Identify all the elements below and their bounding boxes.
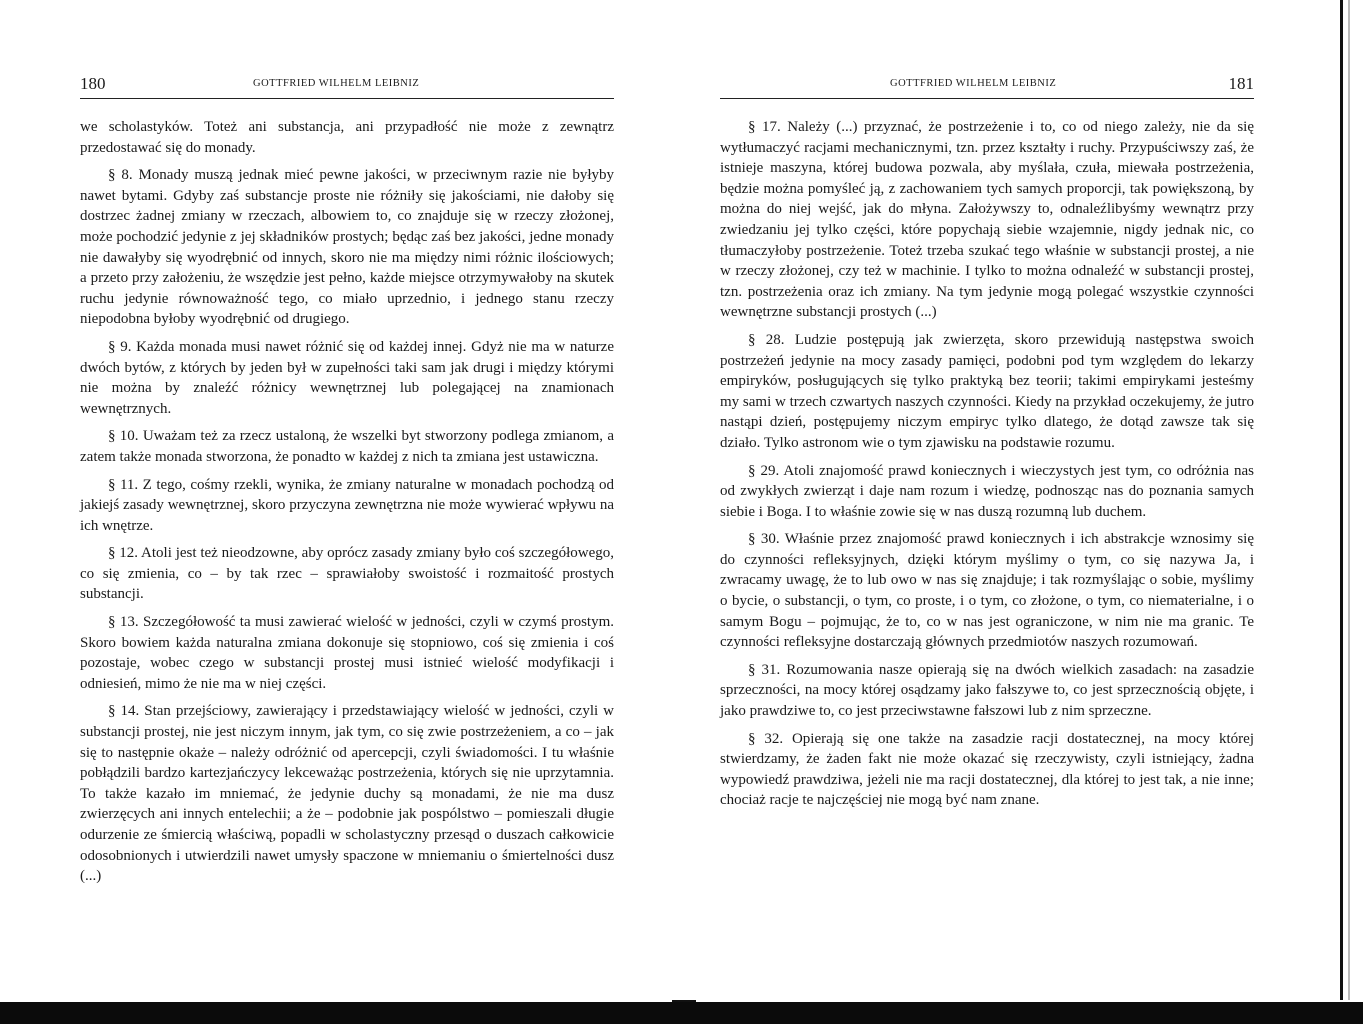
paragraph-s32: § 32. Opierają się one także na zasadzie racji dostatecznej, na mocy której stwierdzamy, że żaden fakt nie może okazać się rzeczywisty, czyli istniejący, żadna wypowiedź prawdziwa, jeżeli nie ma racji dostatecznej, dla której to jest tak, a nie inne; chociaż racje te najczęściej nie mogą być nam znane. [720,730,1254,809]
left-page-body [80,117,614,894]
paragraph-s14: § 14. Stan przejściowy, zawierający i przedstawiający wielość w jedności, czyli w substancji prostej, nie jest niczym innym, jak tym, co się zwie postrzeżeniem, a co – jak się to następnie okaże – należy odróżnić od apercepcji, czyli świadomości. I tu właśnie pobłądzili bardzo kartezjańczycy lekceważąc postrzeżenia, których się nie uprzytamnia. To także kazało im mniemać, że jedynie duchy są monadami, że nie ma dusz zwierzęcych ani innych entelechii; a że – podobnie jak pospólstwo – pomieszali długie odurzenie ze śmiercią właściwą, popadli w scholastyczny przesąd o duszach całkowicie odosobnionych i utwierdzili nawet umysły spaczone w mniemaniu o śmiertelności dusz (...) [80,703,614,885]
left-page-header [80,74,614,99]
paragraph-s11: § 11. Z tego, cośmy rzekli, wynika, że zmiany naturalne w monadach pochodzą od jakiejś zasady wewnętrznej, skoro przyczyna zewnętrzna nie może wywierać wpływu na ich wnętrze. [80,476,614,534]
right-running-head: GOTTFRIED WILHELM LEIBNIZ [890,78,1057,89]
right-page [680,0,1363,1000]
paragraph-s31: § 31. Rozumowania nasze opierają się na dwóch wielkich zasadach: na zasadzie sprzeczności, na mocy której osądzamy jako fałszywe to, co jest sprzecznością objęte, i jako prawdziwe to, co jest przeciwstawne fałszowi lub z nim sprzeczne. [720,661,1254,720]
paragraph-s8: § 8. Monady muszą jednak mieć pewne jakości, w przeciwnym razie nie byłyby nawet bytami. Gdyby zaś substancje proste nie różniły się jakościami, nie dałoby się dostrzec żadnej zmiany w rzeczach, albowiem to, co znajduje się w rzeczy złożonej, może pochodzić jedynie z jej składników prostych; będąc zaś bez jakości, jedne monady nie dawałyby się wyodrębnić od innych, skoro nie ma między nimi różnic ilościowych; a przeto przy założeniu, że wszędzie jest pełno, każde miejsce otrzymywałoby na skutek ruchu jedynie równoważność tego, co miało uprzednio, i jednego stanu rzeczy niepodobna byłoby wyodrębnić od drugiego. [80,167,614,328]
scan-edge-shadow [1340,0,1343,1000]
paragraph-s29: § 29. Atoli znajomość prawd koniecznych i wieczystych jest tym, co odróżnia nas od zwykłych zwierząt i daje nam rozum i wiedzę, podnosząc nas do poznania samych siebie i Boga. I to właśnie zowie się w nas duszą rozumną lub duchem. [720,462,1254,520]
paragraph-s30: § 30. Właśnie przez znajomość prawd koniecznych i ich abstrakcje wznosimy się do czynności refleksyjnych, dzięki którym myślimy o tym, co się nazywa Ja, i zwracamy uwagę, że to lub owo w nas się znajduje; i tak rozmyślając o sobie, myślimy o bycie, o substancji, o tym, co proste, i o tym, co złożone, o tym, co niematerialne, i o samym Bogu – pojmując, że to, co w nas jest ograniczone, w nim nie ma granic. Te czynności refleksyjne dostarczają głównych przedmiotów naszych rozumowań. [720,531,1254,651]
scan-bottom-border [0,1002,1363,1024]
left-page [0,0,680,1000]
right-page-body [720,117,1254,818]
paragraph-s17: § 17. Należy (...) przyznać, że postrzeżenie i to, co od niego zależy, nie da się wytłumaczyć racjami mechanicznymi, tzn. przez kształty i ruchy. Przypuściwszy zaś, że istnieje maszyna, której budowa pozwala, aby myślała, czuła, miewała postrzeżenia, będzie można pomyśleć ją, z zachowaniem tych samych proporcji, tak powiększoną, by można do niej wejść, jak do młyna. Założywszy to, odnaleźlibyśmy wewnątrz przy zwiedzaniu jej tylko części, które popychają siebie wzajemnie, nigdy jednak nic, co tłumaczyłoby postrzeżenie. Toteż trzeba szukać tego właśnie w substancji prostej, a nie w rzeczy złożonej, czy też w machinie. I tylko to można odnaleźć w substancji prostej, tzn. postrzeżenia oraz ich zmiany. Na tym jedynie mogą polegać wszystkie czynności wewnętrzne substancji prostych (...) [720,119,1254,321]
paragraph-s28: § 28. Ludzie postępują jak zwierzęta, skoro przewidują następstwa swoich postrzeżeń jedynie na mocy zasady pamięci, podobni pod tym względem do lekarzy empiryków, posługujących się tylko praktyką bez teorii; takimi empirykami jesteśmy my sami w trzech czwartych naszych czynności. Kiedy na przykład oczekujemy, że jutro nastąpi dzień, postępujemy niczym empiryc tylko dlatego, że dotąd zawsze tak się działo. Tylko astronom wie o tym zjawisku na podstawie rozumu. [720,331,1254,451]
right-page-number: 181 [1228,74,1254,93]
paragraph: we scholastyków. Toteż ani substancja, ani przypadłość nie może z zewnątrz przedostawać się do monady. [80,119,614,156]
paragraph-s10: § 10. Uważam też za rzecz ustaloną, że wszelki byt stworzony podlega zmianom, a zatem także monada stworzona, że ponadto w każdej z nich ta zmiana jest ustawiczna. [80,428,614,465]
paragraph-s12: § 12. Atoli jest też nieodzowne, aby oprócz zasady zmiany było coś szczegółowego, co się zmienia, co – by tak rzec – sprawiałoby swoistość i rozmaitość prostych substancji. [80,545,614,603]
left-running-head: GOTTFRIED WILHELM LEIBNIZ [253,78,420,89]
scan-edge-line [1348,0,1350,1000]
paragraph-s13: § 13. Szczegółowość ta musi zawierać wielość w jedności, czyli w czymś prostym. Skoro bowiem każda naturalna zmiana dokonuje się stopniowo, coś się zmienia i coś pozostaje, wobec czego w substancji prostej musi istnieć wielość modyfikacji i odniesień, mimo że nie ma w niej części. [80,614,614,692]
left-page-number: 180 [80,74,106,93]
right-page-header [720,74,1254,99]
paragraph-s9: § 9. Każda monada musi nawet różnić się od każdej innej. Gdyż nie ma w naturze dwóch bytów, z których by jeden był w zupełności taki sam jak drugi i między którymi nie można by znaleźć różnicy wewnętrznej lub polegającej na znamionach wewnętrznych. [80,338,614,417]
